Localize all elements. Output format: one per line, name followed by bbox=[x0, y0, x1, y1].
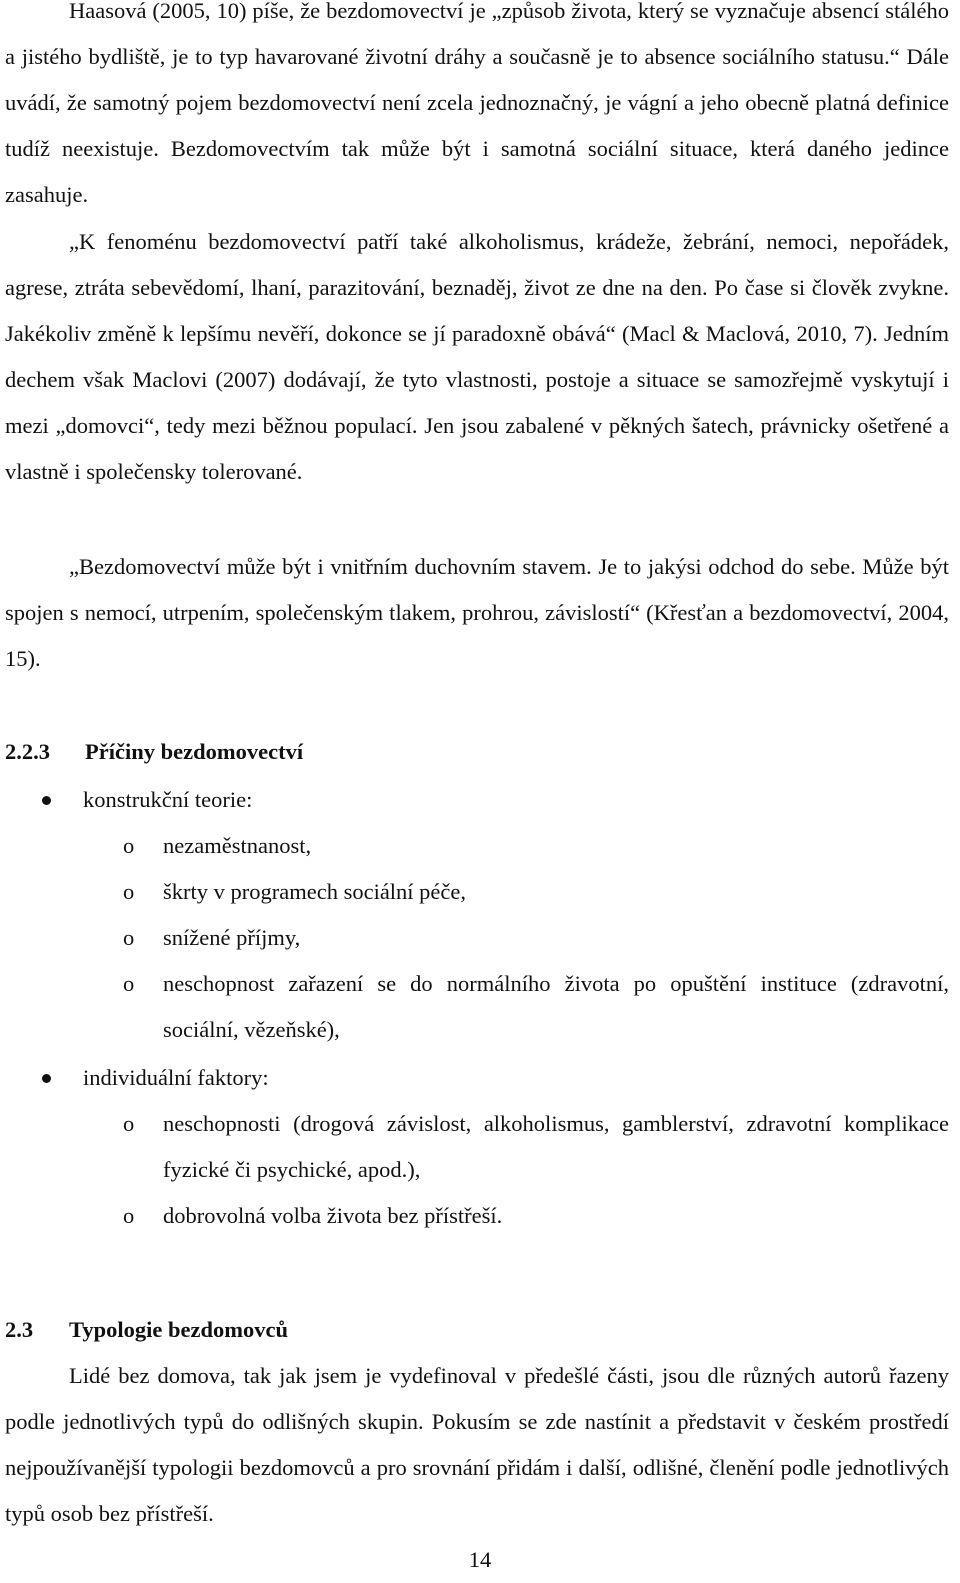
section-title: Příčiny bezdomovectví bbox=[85, 739, 304, 764]
sub-bullet-marker: o bbox=[123, 833, 135, 858]
bullet-icon bbox=[42, 796, 51, 805]
paragraph-typologie: Lidé bez domova, tak jak jsem je vydefinoval v předešlé části, jsou dle různých autorů řazeny podle jednotlivých typů do odlišných skupin. Pokusím se zde nastínit a představit v českém prostředí nejpoužívanější typologii bezdomovců a pro srovnání přidám i další, odlišné, členění podle jednotlivých typů osob bez přístřeší. bbox=[5, 1363, 949, 1526]
page-number: 14 bbox=[468, 1547, 492, 1572]
section-heading-typologie bbox=[5, 1307, 288, 1353]
sub-bullet-marker: o bbox=[123, 879, 135, 904]
paragraph-duchovni-stav: „Bezdomovectví může být i vnitřním duchovním stavem. Je to jakýsi odchod do sebe. Může být spojen s nemocí, utrpením, společenským tlakem, prohrou, závislostí“ (Křesťan a bezdomovectví, 2004, 15). bbox=[5, 554, 949, 671]
section-number: 2.3 bbox=[5, 1317, 34, 1342]
sub-item-text: neschopnost zařazení se do normálního života po opuštění instituce (zdravotní, sociální, vězeňské), bbox=[163, 971, 949, 1042]
paragraph-haasova: Haasová (2005, 10) píše, že bezdomovectví je „způsob života, který se vyznačuje absencí stálého a jistého bydliště, je to typ havarované životní dráhy a současně je to absence sociálního statusu.“ Dále uvádí, že samotný pojem bezdomovectví není zcela jednoznačný, je vágní a jeho obecně platná definice tudíž neexistuje. Bezdomovectvím tak může být i samotná sociální situace, která daného jedince zasahuje. bbox=[5, 0, 949, 207]
sub-bullet-marker: o bbox=[123, 1203, 135, 1228]
section-heading-pricinny bbox=[5, 729, 303, 775]
sub-bullet-marker: o bbox=[123, 1111, 135, 1136]
section-number: 2.2.3 bbox=[5, 739, 50, 764]
sub-item-text: neschopnosti (drogová závislost, alkoholismus, gamblerství, zdravotní komplikace fyzické či psychické, apod.), bbox=[163, 1111, 949, 1182]
sub-bullet-marker: o bbox=[123, 971, 135, 996]
sub-item-text: nezaměstnanost, bbox=[163, 833, 312, 858]
sub-bullet-marker: o bbox=[123, 925, 135, 950]
paragraph-fenomen: „K fenoménu bezdomovectví patří také alkoholismus, krádeže, žebrání, nemoci, nepořádek, agrese, ztráta sebevědomí, lhaní, parazitování, beznaděj, život ze dne na den. Po čase si člověk zvykne. Jakékoliv změně k lepšímu nevěří, dokonce se jí paradoxně obává“ (Macl & Maclová, 2010, 7). Jedním dechem však Maclovi (2007) dodávají, že tyto vlastnosti, postoje a situace se samozřejmě vyskytují i mezi „domovci“, tedy mezi běžnou populací. Jen jsou zabalené v pěkných šatech, právnicky ošetřené a vlastně i společensky tolerované. bbox=[5, 229, 949, 484]
bullet-text: individuální faktory: bbox=[83, 1065, 269, 1090]
bullet-icon bbox=[42, 1074, 51, 1083]
section-title: Typologie bezdomovců bbox=[69, 1317, 288, 1342]
bullet-text: konstrukční teorie: bbox=[83, 787, 253, 812]
sub-item-text: škrty v programech sociální péče, bbox=[163, 879, 467, 904]
sub-item-text: dobrovolná volba života bez přístřeší. bbox=[163, 1203, 503, 1228]
sub-item-text: snížené příjmy, bbox=[163, 925, 301, 950]
